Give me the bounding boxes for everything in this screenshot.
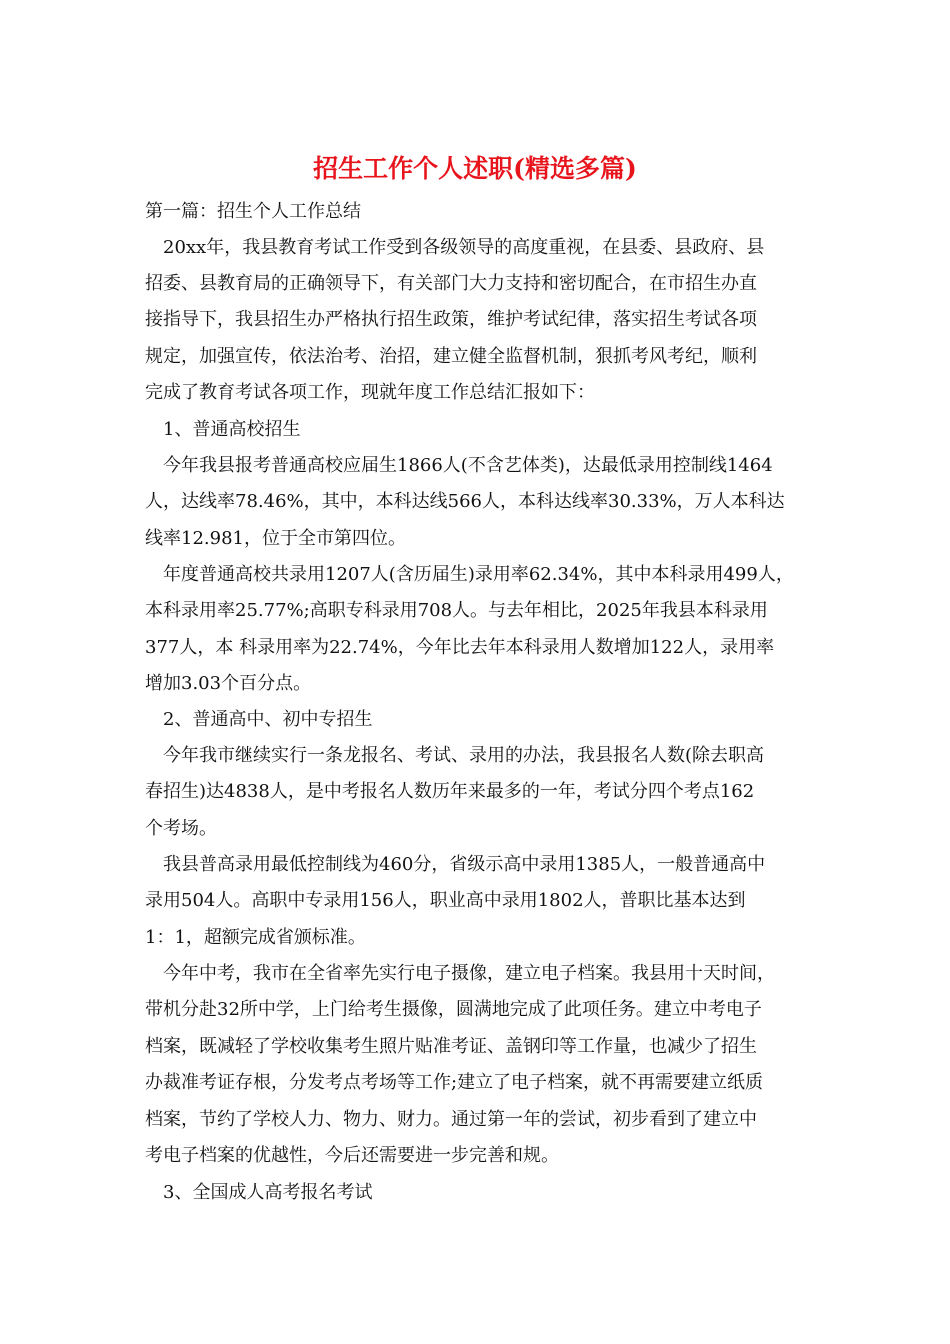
subsection-heading: 1、普通高校招生 [163,419,301,440]
document-title: 招生工作个人述职(精选多篇) [313,154,637,183]
paragraph-line: 377人，本 科录用率为22.74%，今年比去年本科录用人数增加122人，录用率 [145,637,775,658]
section-heading: 第一篇：招生个人工作总结 [145,201,361,222]
paragraph-line: 考电子档案的优越性，今后还需要进一步完善和规。 [145,1145,559,1166]
paragraph-line: 规定，加强宣传，依法治考、治招，建立健全监督机制，狠抓考风考纪，顺利 [145,346,757,367]
paragraph-line: 今年中考，我市在全省率先实行电子摄像，建立电子档案。我县用十天时间， [163,963,775,984]
paragraph-line: 接指导下，我县招生办严格执行招生政策，维护考试纪律，落实招生考试各项 [145,309,757,330]
subsection-heading: 3、全国成人高考报名考试 [163,1182,373,1203]
paragraph-line: 档案，既减轻了学校收集考生照片贴准考证、盖钢印等工作量，也减少了招生 [145,1036,757,1057]
paragraph-line: 档案，节约了学校人力、物力、财力。通过第一年的尝试，初步看到了建立中 [145,1109,757,1130]
paragraph-line: 人，达线率78.46%，其中，本科达线566人，本科达线率30.33%，万人本科达 [145,491,785,512]
paragraph-line: 增加3.03个百分点。 [145,673,312,694]
paragraph-line: 录用504人。高职中专录用156人，职业高中录用1802人，普职比基本达到 [145,890,746,911]
paragraph-line: 今年我县报考普通高校应届生1866人(不含艺体类)，达最低录用控制线1464 [163,455,773,476]
subsection-heading: 2、普通高中、初中专招生 [163,709,373,730]
paragraph-line: 今年我市继续实行一条龙报名、考试、录用的办法，我县报名人数(除去职高 [163,745,765,766]
paragraph-line: 个考场。 [145,818,217,839]
paragraph-line: 完成了教育考试各项工作，现就年度工作总结汇报如下： [145,382,595,403]
paragraph-line: 本科录用率25.77%;高职专科录用708人。与去年相比，2025年我县本科录用 [145,600,768,621]
paragraph-line: 年度普通高校共录用1207人(含历届生)录用率62.34%，其中本科录用499人， [163,564,794,585]
paragraph-line: 我县普高录用最低控制线为460分，省级示高中录用1385人，一般普通高中 [163,854,766,875]
paragraph-line: 1：1，超额完成省颁标准。 [145,927,366,948]
paragraph-line: 办裁准考证存根，分发考点考场等工作;建立了电子档案，就不再需要建立纸质 [145,1072,764,1093]
paragraph-line: 春招生)达4838人，是中考报名人数历年来最多的一年，考试分四个考点162 [145,781,755,802]
paragraph-line: 20xx年，我县教育考试工作受到各级领导的高度重视，在县委、县政府、县 [163,237,765,258]
paragraph-line: 带机分赴32所中学，上门给考生摄像，圆满地完成了此项任务。建立中考电子 [145,999,762,1020]
paragraph-line: 招委、县教育局的正确领导下，有关部门大力支持和密切配合，在市招生办直 [145,273,757,294]
paragraph-line: 线率12.981，位于全市第四位。 [145,528,406,549]
